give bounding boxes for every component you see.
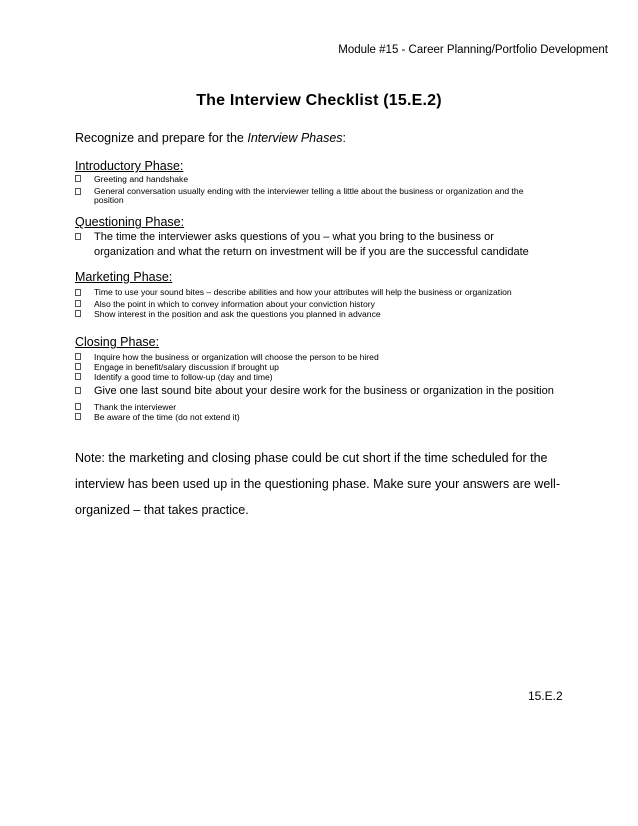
section-heading-marketing: Marketing Phase:: [75, 270, 173, 284]
list-item-text: Also the point in which to convey information about your conviction history: [94, 299, 375, 309]
page-title: The Interview Checklist (15.E.2): [196, 92, 442, 109]
list-item: [75, 412, 573, 422]
bullet-icon: [75, 403, 81, 410]
section-list-questioning: [75, 230, 573, 260]
intro-line: [75, 131, 346, 145]
bullet-icon: [75, 387, 81, 394]
intro-emphasis: Interview Phases: [247, 131, 343, 145]
bullet-icon: [75, 363, 81, 370]
list-item: [75, 352, 573, 362]
list-item: [75, 362, 573, 372]
list-item: [75, 309, 573, 319]
bullet-icon: [75, 289, 81, 296]
list-item-text: Give one last sound bite about your desire work for the business or organization in the position: [94, 385, 554, 397]
list-item: [75, 174, 573, 184]
list-item-text: The time the interviewer asks questions of you – what you bring to the business or organization and what the return on investment will be if you are the successful candidate: [94, 231, 529, 258]
section-heading-questioning: Questioning Phase:: [75, 215, 185, 229]
module-header: Module #15 - Career Planning/Portfolio Development: [338, 44, 608, 56]
list-item-text: Inquire how the business or organization will choose the person to be hired: [94, 352, 379, 362]
bullet-icon: [75, 175, 81, 182]
list-item-text: Be aware of the time (do not extend it): [94, 412, 240, 422]
intro-suffix: :: [342, 131, 347, 145]
section-heading-introductory: Introductory Phase:: [75, 159, 184, 173]
section-list-introductory: [75, 174, 573, 205]
bullet-icon: [75, 310, 81, 317]
list-item: [75, 288, 562, 297]
list-item-text: General conversation usually ending with the interviewer telling a little about the business or organization and the position: [94, 186, 524, 205]
bullet-icon: [75, 233, 81, 240]
section-heading-closing: Closing Phase:: [75, 335, 160, 349]
list-item-text: Thank the interviewer: [94, 402, 177, 412]
bullet-icon: [75, 373, 81, 380]
list-item: [75, 372, 573, 382]
list-item-text: Show interest in the position and ask the questions you planned in advance: [94, 309, 381, 319]
section-list-closing: [75, 352, 573, 422]
bullet-icon: [75, 188, 81, 195]
list-item: [75, 187, 544, 205]
page-number: 15.E.2: [528, 689, 563, 703]
list-item: [75, 384, 573, 398]
note-paragraph: Note: the marketing and closing phase could be cut short if the time scheduled for the interview has been used up in the questioning phase. Make sure your answers are well-organized – that takes practice.: [75, 451, 560, 517]
list-item-text: Greeting and handshake: [94, 174, 189, 184]
intro-prefix: Recognize and prepare for the: [75, 131, 248, 145]
list-item: [75, 402, 573, 412]
list-item: [75, 230, 539, 260]
section-list-marketing: [75, 288, 573, 319]
bullet-icon: [75, 300, 81, 307]
list-item-text: Identify a good time to follow-up (day and time): [94, 372, 273, 382]
list-item-text: Time to use your sound bites – describe abilities and how your attributes will help the business or organization: [94, 287, 512, 297]
bullet-icon: [75, 413, 81, 420]
list-item-text: Engage in benefit/salary discussion if brought up: [94, 362, 279, 372]
bullet-icon: [75, 353, 81, 360]
list-item: [75, 299, 573, 309]
